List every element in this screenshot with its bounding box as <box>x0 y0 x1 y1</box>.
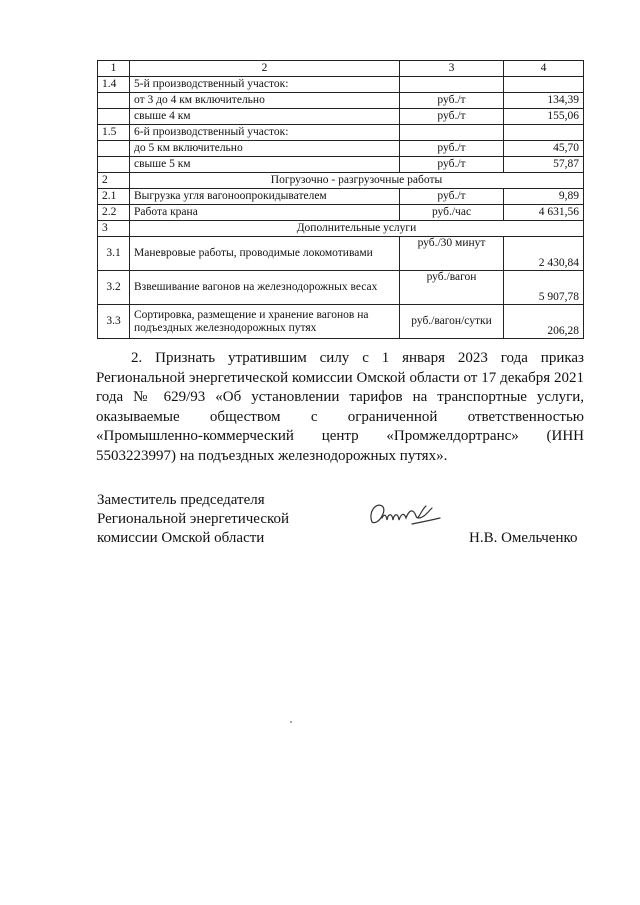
unit-cell <box>400 125 504 141</box>
service-name: 6-й производственный участок: <box>130 125 400 141</box>
unit-cell: руб./30 минут <box>400 237 504 271</box>
table-section-row <box>98 173 584 189</box>
table-row <box>98 141 584 157</box>
header-cell: 3 <box>400 61 504 77</box>
service-name: до 5 км включительно <box>130 141 400 157</box>
service-name: Маневровые работы, проводимые локомотивами <box>130 237 400 271</box>
service-name: свыше 5 км <box>130 157 400 173</box>
service-name: Взвешивание вагонов на железнодорожных весах <box>130 271 400 305</box>
table-row <box>98 305 584 339</box>
unit-cell: руб./т <box>400 93 504 109</box>
service-name: 5-й производственный участок: <box>130 77 400 93</box>
section-title: Погрузочно - разгрузочные работы <box>130 173 584 189</box>
unit-cell: руб./т <box>400 189 504 205</box>
position-line: Заместитель председателя <box>97 492 265 508</box>
table-row <box>98 205 584 221</box>
value-cell: 9,89 <box>504 189 584 205</box>
value-cell: 206,28 <box>504 305 584 339</box>
value-cell <box>504 77 584 93</box>
row-number: 3.2 <box>98 271 130 305</box>
table-row <box>98 189 584 205</box>
value-cell: 5 907,78 <box>504 271 584 305</box>
section-title: Дополнительные услуги <box>130 221 584 237</box>
unit-cell: руб./час <box>400 205 504 221</box>
row-number: 3.1 <box>98 237 130 271</box>
row-number <box>98 157 130 173</box>
table-row <box>98 237 584 271</box>
table-section-row <box>98 221 584 237</box>
row-number: 1.5 <box>98 125 130 141</box>
table-row <box>98 109 584 125</box>
row-number: 2.1 <box>98 189 130 205</box>
unit-cell: руб./вагон <box>400 271 504 305</box>
handwritten-signature <box>366 496 446 532</box>
signatory-position <box>97 491 337 548</box>
scan-speck <box>290 721 292 723</box>
position-line: комиссии Омской области <box>97 530 265 546</box>
table-row <box>98 93 584 109</box>
value-cell: 4 631,56 <box>504 205 584 221</box>
service-name: свыше 4 км <box>130 109 400 125</box>
row-number: 3 <box>98 221 130 237</box>
signatory-name: Н.В. Омельченко <box>469 530 578 546</box>
row-number <box>98 141 130 157</box>
value-cell: 155,06 <box>504 109 584 125</box>
value-cell: 57,87 <box>504 157 584 173</box>
service-name: Сортировка, размещение и хранение вагонов на подъездных железнодорожных путях <box>130 305 400 339</box>
value-cell: 134,39 <box>504 93 584 109</box>
value-cell: 2 430,84 <box>504 237 584 271</box>
table-row <box>98 125 584 141</box>
header-cell: 4 <box>504 61 584 77</box>
table-row <box>98 271 584 305</box>
value-cell: 45,70 <box>504 141 584 157</box>
row-number: 2.2 <box>98 205 130 221</box>
position-line: Региональной энергетической <box>97 511 290 527</box>
row-number <box>98 93 130 109</box>
unit-cell: руб./т <box>400 157 504 173</box>
row-number: 3.3 <box>98 305 130 339</box>
row-number: 2 <box>98 173 130 189</box>
service-name: от 3 до 4 км включительно <box>130 93 400 109</box>
header-cell: 2 <box>130 61 400 77</box>
value-cell <box>504 125 584 141</box>
table-header-row <box>98 61 584 77</box>
unit-cell <box>400 77 504 93</box>
header-cell: 1 <box>98 61 130 77</box>
unit-cell: руб./т <box>400 109 504 125</box>
table-row <box>98 157 584 173</box>
repeal-paragraph <box>96 349 584 466</box>
row-number: 1.4 <box>98 77 130 93</box>
row-number <box>98 109 130 125</box>
service-name: Выгрузка угля вагоноопрокидывателем <box>130 189 400 205</box>
tariff-table <box>97 60 584 339</box>
table-row <box>98 77 584 93</box>
paragraph-text: 2. Признать утратившим силу с 1 января 2023 года приказ Региональной энергетической комиссии Омской области от 17 декабря 2021 года № 629/93 «Об установлении тарифов на транспортные услуги, оказываемые обществом с ограниченной ответственностью «Промышленно-коммерческий центр «Промжелдортранс» (ИНН 5503223997) на подъездных железнодорожных путях». <box>96 350 584 464</box>
unit-cell: руб./вагон/сутки <box>400 305 504 339</box>
unit-cell: руб./т <box>400 141 504 157</box>
service-name: Работа крана <box>130 205 400 221</box>
